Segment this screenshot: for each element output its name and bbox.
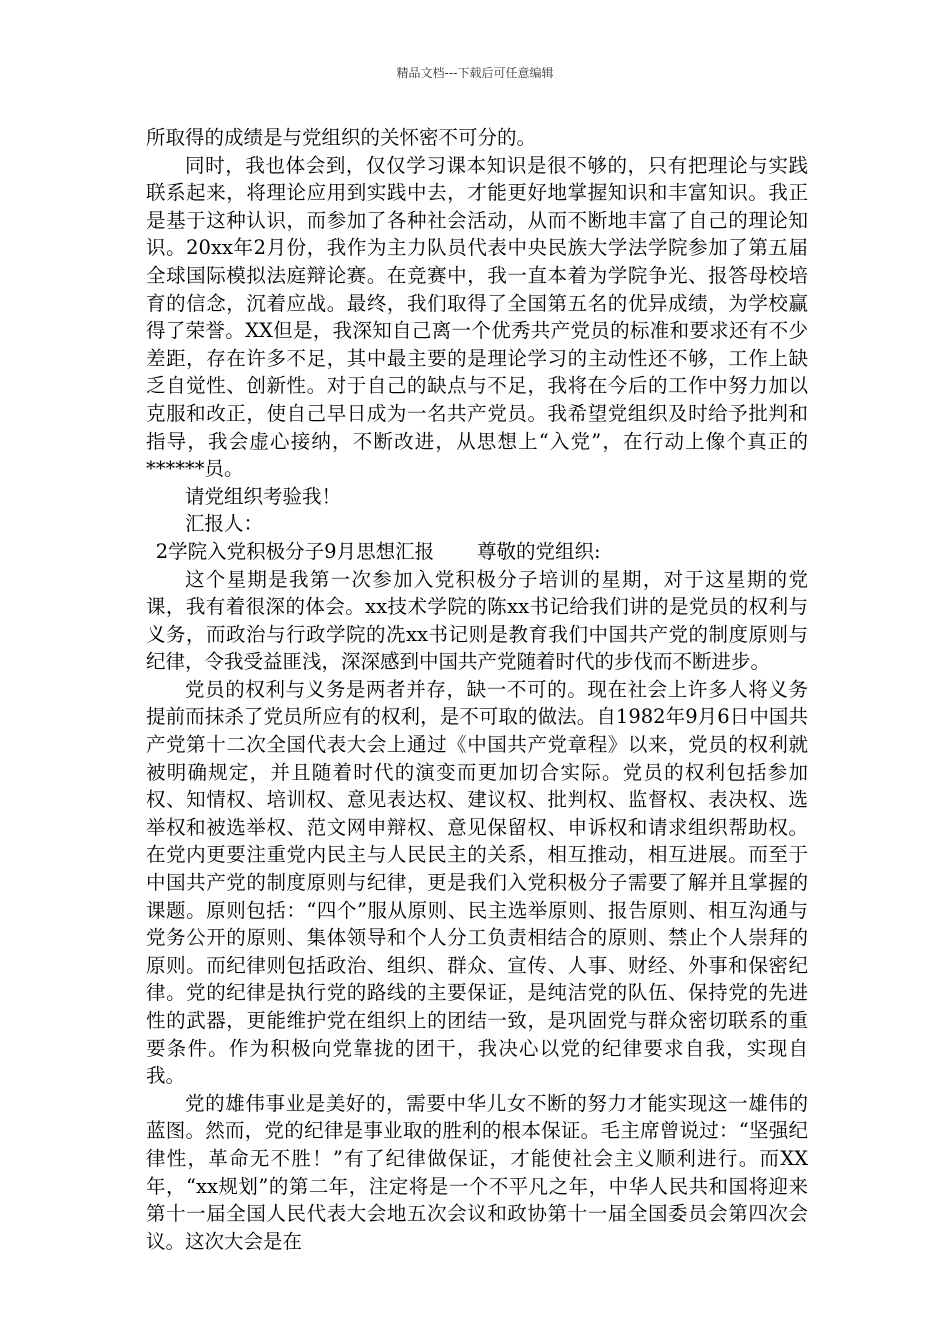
paragraph-continuation: 所取得的成绩是与党组织的关怀密不可分的。 [146, 126, 537, 149]
paragraph-signature: 汇报人： [185, 512, 264, 536]
paragraph-intro: 这个星期是我第一次参加入党积极分子培训的星期，对于这星期的党课，我有着很深的体会。xx技术学院的陈xx书记给我们讲的是党员的权利与义务，而政治与行政学院的冼xx书记则是教育我们中国共产党的制度原则与纪律，令我受益匪浅，深深感到中国共产党随着时代的步伐而不断进步。 [146, 567, 808, 674]
salutation: 尊敬的党组织: [476, 539, 601, 563]
page-header: 精品文档---下载后可任意编辑 [396, 66, 554, 80]
section-heading-line [146, 538, 808, 566]
paragraph-rights-duties: 党员的权利与义务是两者并存，缺一不可的。现在社会上许多人将义务提前而抹杀了党员所应有的权利，是不可取的做法。自1982年9月6日中国共产党第十二次全国代表大会上通过《中国共产党章程》以来，党员的权利就被明确规定，并且随着时代的演变而更加切合实际。党员的权利包括参加权、知情权、培训权、意见表达权、建议权、批判权、监督权、表决权、选举权和被选举权、范文网申辩权、意见保留权、申诉权和请求组织帮助权。在党内更要注重党内民主与人民民主的关系，相互推动，相互进展。而至于中国共产党的制度原则与纪律，更是我们入党积极分子需要了解并且掌握的课题。原则包括：“四个”服从原则、民主选举原则、报告原则、相互沟通与党务公开的原则、集体领导和个人分工负责相结合的原则、禁止个人崇拜的原则。而纪律则包括政治、组织、群众、宣传、人事、财经、外事和保密纪律。党的纪律是执行党的路线的主要保证，是纯洁党的队伍、保持党的先进性的武器，更能维护党在组织上的团结一致，是巩固党与群众密切联系的重要条件。作为积极向党靠拢的团干，我决心以党的纪律要求自我，实现自我。 [146, 677, 808, 1088]
paragraph-practice: 同时，我也体会到，仅仅学习课本知识是很不够的，只有把理论与实践联系起来，将理论应用到实践中去，才能更好地掌握知识和丰富知识。我正是基于这种认识，而参加了各种社会活动，从而不断地丰富了自己的理论知识。20xx年2月份，我作为主力队员代表中央民族大学法学院参加了第五届全球国际模拟法庭辩论赛。在竞赛中，我一直本着为学院争光、报答母校培育的信念，沉着应战。最终，我们取得了全国第五名的优异成绩，为学校赢得了荣誉。XX但是，我深知自己离一个优秀共产党员的标准和要求还有不少差距，存在许多不足，其中最主要的是理论学习的主动性还不够，工作上缺乏自觉性、创新性。对于自己的缺点与不足，我将在今后的工作中努力加以克服和改正，使自己早日成为一名共产党员。我希望党组织及时给予批判和指导，我会虚心接纳，不断改进，从思想上“入党”，在行动上像个真正的******员。 [146, 153, 808, 481]
paragraph-closing-request: 请党组织考验我！ [185, 484, 342, 508]
section-title: 2学院入党积极分子9月思想汇报 [155, 539, 435, 563]
document-body [146, 124, 808, 1255]
paragraph-party-cause: 党的雄伟事业是美好的，需要中华儿女不断的努力才能实现这一雄伟的蓝图。然而，党的纪律是事业取的胜利的根本保证。毛主席曾说过：“坚强纪律性，革命无不胜！”有了纪律做保证，才能使社会主义顺利进行。而XX年，“xx规划”的第二年，注定将是一个不平凡之年，中华人民共和国将迎来第十一届全国人民代表大会地五次会议和政协第十一届全国委员会第四次会议。这次大会是在 [146, 1091, 808, 1253]
